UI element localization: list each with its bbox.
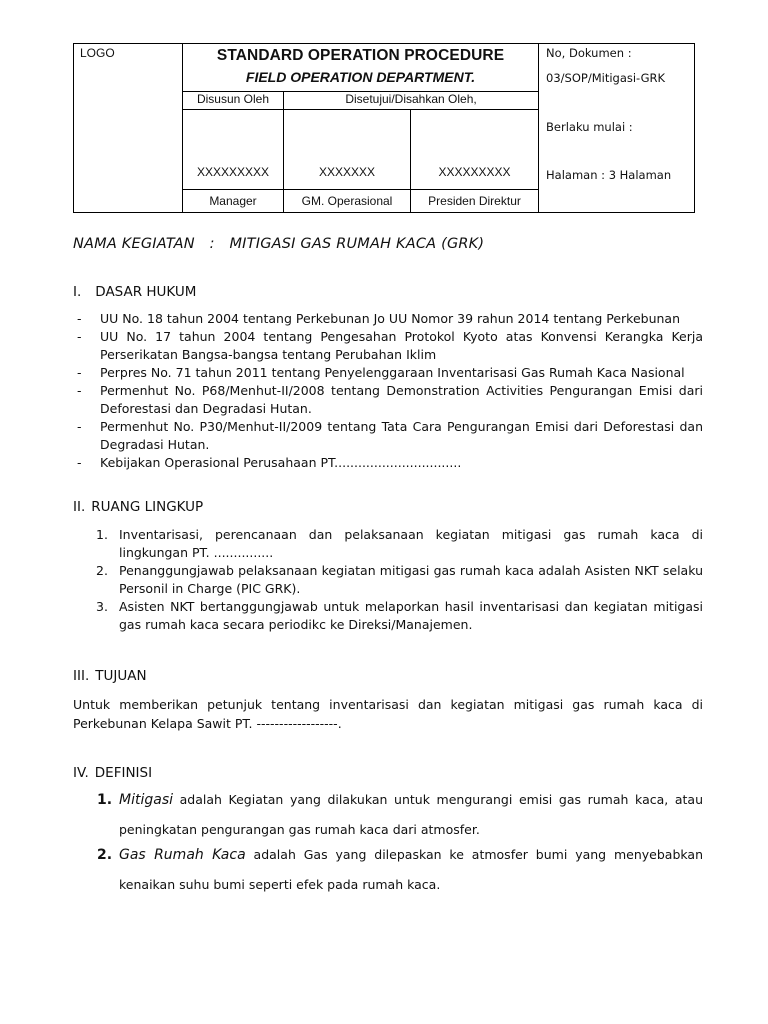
approved-by-label: Disetujui/Disahkan Oleh,	[284, 92, 539, 110]
section-2-number: II.	[73, 499, 86, 515]
activity-heading	[73, 236, 484, 252]
section-4-heading	[73, 765, 152, 781]
document-info-cell	[539, 44, 695, 213]
definition-text: adalah Gas yang dilepaskan ke atmosfer bumi yang menyebabkan kenaikan suhu bumi seperti efek pada rumah kaca.	[119, 847, 703, 892]
list-number: 3.	[96, 599, 108, 614]
list-item-text: UU No. 18 tahun 2004 tentang Perkebunan Jo UU Nomor 39 rahun 2014 tentang Perkebunan	[100, 311, 680, 326]
section-3-number: III.	[73, 668, 90, 684]
list-item	[73, 562, 703, 598]
list-marker: -	[77, 383, 82, 398]
section-4-number: IV.	[73, 765, 89, 781]
page-count: Halaman : 3 Halaman	[546, 168, 672, 182]
list-number: 1.	[96, 527, 108, 542]
list-marker: -	[77, 365, 82, 380]
list-item	[73, 454, 703, 472]
list-number: 2.	[96, 563, 108, 578]
logo-placeholder	[74, 44, 183, 213]
list-item	[73, 598, 703, 634]
list-marker: -	[77, 329, 82, 344]
definition-text: adalah Kegiatan yang dilakukan untuk mengurangi emisi gas rumah kaca, atau peningkatan pengurangan gas rumah kaca dari atmosfer.	[119, 792, 703, 837]
definition-number: 2.	[97, 847, 113, 863]
list-item	[73, 310, 703, 328]
signer-name-2: XXXXXXX	[284, 110, 411, 190]
effective-date-label: Berlaku mulai :	[546, 120, 633, 134]
section-2-title: RUANG LINGKUP	[91, 499, 204, 515]
sop-title: STANDARD OPERATION PROCEDURE	[216, 47, 505, 64]
sop-header-table	[73, 43, 695, 213]
list-item-text: Perpres No. 71 tahun 2011 tentang Penyelenggaraan Inventarisasi Gas Rumah Kaca Nasional	[100, 365, 685, 380]
definition-term: Gas Rumah Kaca	[119, 847, 246, 863]
signer-role-2: GM. Operasional	[284, 190, 411, 213]
list-item-text: Penanggungjawab pelaksanaan kegiatan mitigasi gas rumah kaca adalah Asisten NKT selaku Personil in Charge (PIC GRK).	[119, 563, 703, 596]
section-2-heading	[73, 499, 203, 515]
doc-number-value: 03/SOP/Mitigasi-GRK	[546, 71, 666, 85]
definition-number: 1.	[97, 792, 113, 808]
doc-number-label: No, Dokumen :	[546, 46, 632, 60]
definition-term: Mitigasi	[119, 792, 173, 808]
department-title: FIELD OPERATION DEPARTMENT.	[245, 69, 476, 85]
list-item-text: Permenhut No. P68/Menhut-II/2008 tentang Demonstration Activities Pengurangan Emisi dari Deforestasi dan Degradasi Hutan.	[100, 383, 703, 416]
section-3-title: TUJUAN	[95, 668, 147, 684]
definition-item-1	[73, 785, 703, 845]
list-item-text: Asisten NKT bertanggungjawab untuk melaporkan hasil inventarisasi dan kegiatan mitigasi gas rumah kaca secara periodikc ke Direksi/Manajemen.	[119, 599, 703, 632]
list-item	[73, 328, 703, 364]
signer-role-1: Manager	[183, 190, 284, 213]
section-1-heading	[73, 284, 196, 300]
list-item	[73, 526, 703, 562]
list-item-text: Permenhut No. P30/Menhut-II/2009 tentang Tata Cara Pengurangan Emisi dari Deforestasi dan Degradasi Hutan.	[100, 419, 703, 452]
activity-separator: :	[209, 236, 215, 252]
activity-value: MITIGASI GAS RUMAH KACA (GRK)	[229, 236, 485, 252]
list-item	[73, 382, 703, 418]
signer-role-3: Presiden Direktur	[411, 190, 539, 213]
definition-item-2	[73, 840, 703, 900]
list-marker: -	[77, 311, 82, 326]
legal-basis-list	[73, 310, 703, 472]
section-4-title: DEFINISI	[94, 765, 153, 781]
prepared-by-label: Disusun Oleh	[183, 92, 284, 110]
list-item	[73, 418, 703, 454]
logo-text: LOGO	[80, 46, 115, 60]
signer-name-1: XXXXXXXXX	[183, 110, 284, 190]
scope-list	[73, 526, 703, 634]
list-item	[73, 364, 703, 382]
list-item-text: UU No. 17 tahun 2004 tentang Pengesahan Protokol Kyoto atas Konvensi Kerangka Kerja Perserikatan Bangsa-bangsa tentang Perubahan Iklim	[100, 329, 703, 362]
section-3-heading	[73, 668, 147, 684]
section-1-title: DASAR HUKUM	[95, 284, 197, 300]
list-marker: -	[77, 455, 82, 470]
activity-label: NAMA KEGIATAN	[73, 236, 195, 252]
purpose-paragraph: Untuk memberikan petunjuk tentang inventarisasi dan kegiatan mitigasi gas rumah kaca di Perkebunan Kelapa Sawit PT. ------------------.	[73, 697, 703, 731]
section-1-number: I.	[73, 284, 82, 300]
title-cell	[183, 44, 539, 92]
list-item-text: Kebijakan Operasional Perusahaan PT................................	[100, 455, 462, 470]
list-item-text: Inventarisasi, perencanaan dan pelaksanaan kegiatan mitigasi gas rumah kaca di lingkungan PT. ...............	[119, 527, 703, 560]
list-marker: -	[77, 419, 82, 434]
signer-name-3: XXXXXXXXX	[411, 110, 539, 190]
